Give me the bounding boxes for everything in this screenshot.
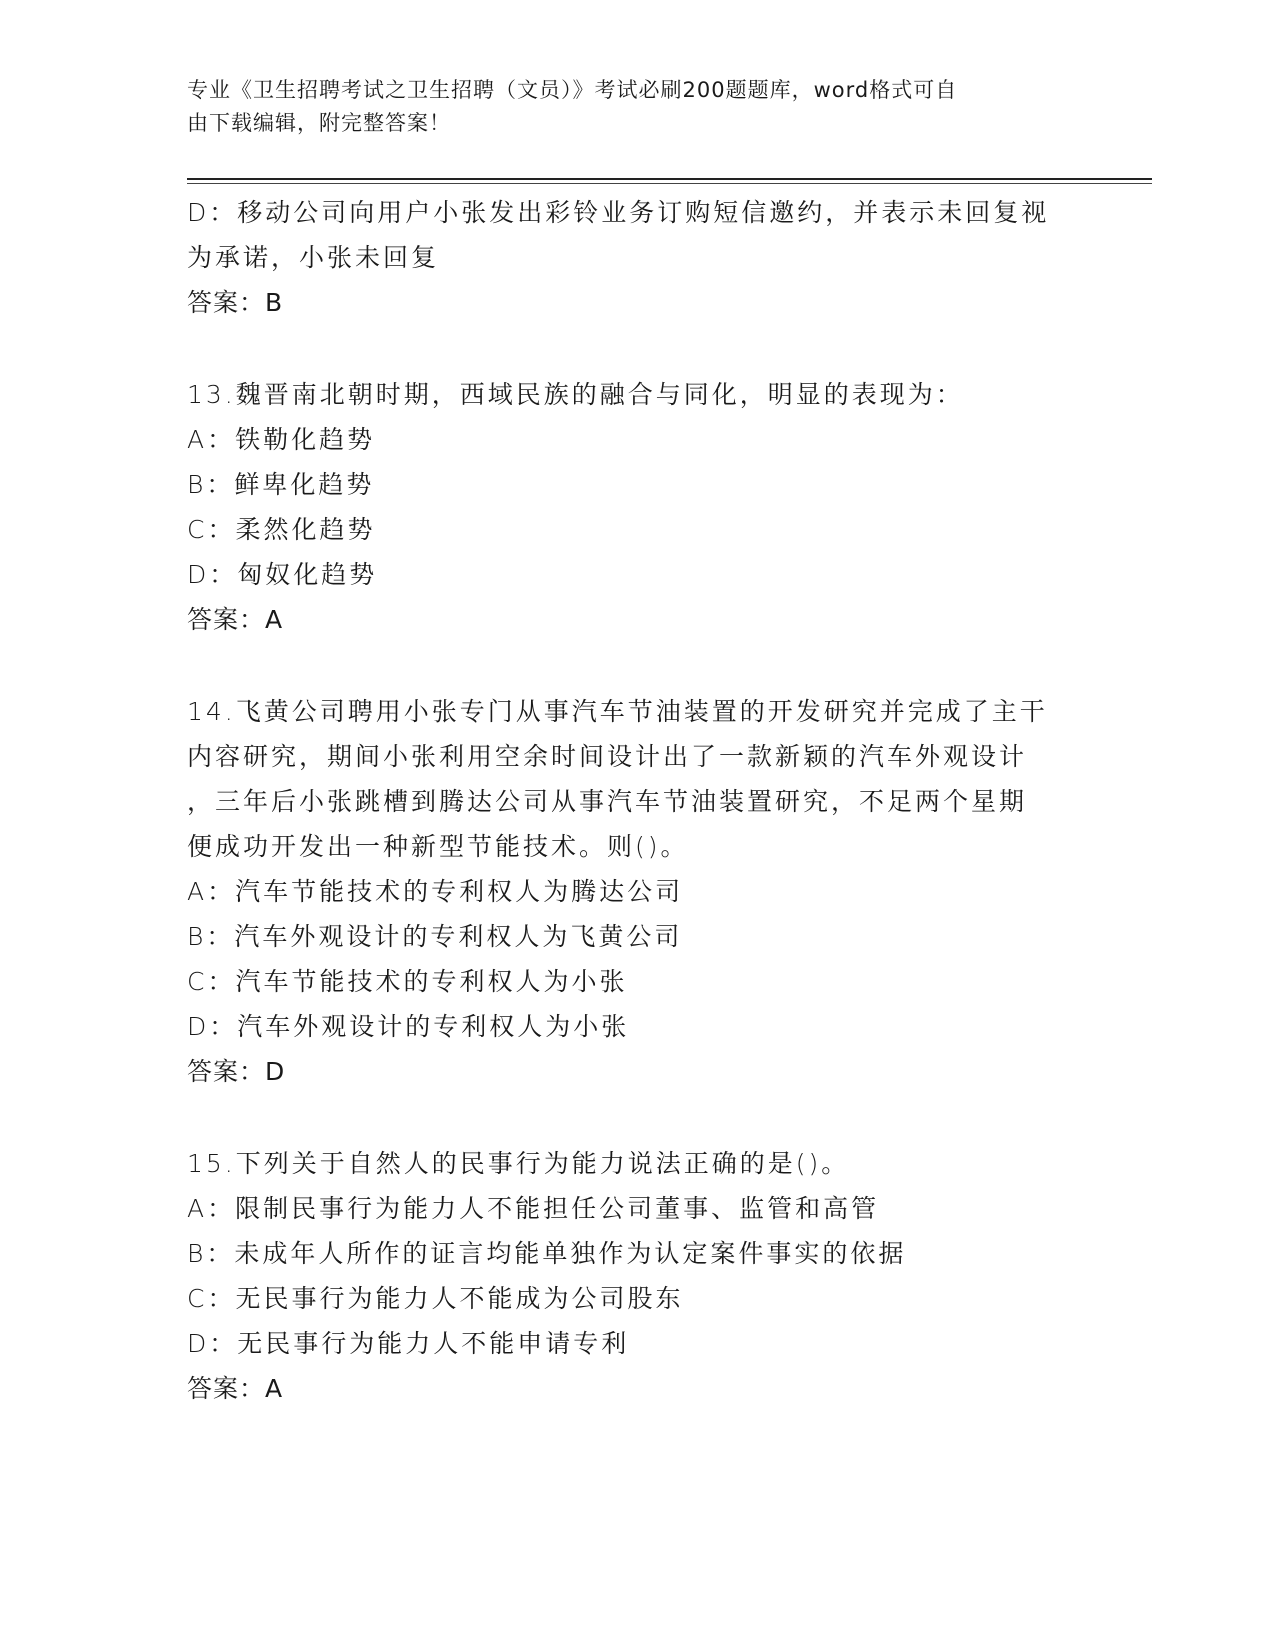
option-b: B：未成年人所作的证言均能单独作为认定案件事实的依据 bbox=[187, 1239, 907, 1268]
option-c: C：柔然化趋势 bbox=[187, 515, 376, 544]
option-c: C：无民事行为能力人不能成为公司股东 bbox=[187, 1284, 684, 1313]
spacer bbox=[187, 325, 1087, 372]
option-d: D：无民事行为能力人不能申请专利 bbox=[187, 1329, 630, 1358]
question-15 bbox=[187, 1141, 1087, 1411]
question-text-line-1: 14.飞黄公司聘用小张专门从事汽车节油装置的开发研究并完成了主干 bbox=[187, 697, 1048, 726]
answer-label: 答案：A bbox=[187, 1374, 284, 1403]
question-text-line-2: 内容研究，期间小张利用空余时间设计出了一款新颖的汽车外观设计 bbox=[187, 742, 1028, 771]
question-14 bbox=[187, 689, 1087, 1094]
option-a: A：汽车节能技术的专利权人为腾达公司 bbox=[187, 877, 684, 906]
question-text: 15.下列关于自然人的民事行为能力说法正确的是()。 bbox=[187, 1149, 850, 1178]
question-text-line-4: 便成功开发出一种新型节能技术。则()。 bbox=[187, 832, 689, 861]
answer-label: 答案：D bbox=[187, 1057, 286, 1086]
header-divider-thick bbox=[187, 178, 1152, 180]
option-d-line-2: 为承诺，小张未回复 bbox=[187, 243, 440, 272]
option-a: A：铁勒化趋势 bbox=[187, 425, 376, 454]
question-text-line-3: ，三年后小张跳槽到腾达公司从事汽车节油装置研究，不足两个星期 bbox=[187, 787, 1028, 816]
header-title-line-1: 专业《卫生招聘考试之卫生招聘（文员）》考试必刷200题题库，word格式可自 bbox=[187, 78, 958, 102]
option-a: A：限制民事行为能力人不能担任公司董事、监管和高管 bbox=[187, 1194, 880, 1223]
option-c: C：汽车节能技术的专利权人为小张 bbox=[187, 967, 628, 996]
spacer bbox=[187, 642, 1087, 689]
question-12-tail bbox=[187, 190, 1087, 325]
question-text: 13.魏晋南北朝时期，西域民族的融合与同化，明显的表现为： bbox=[187, 380, 964, 409]
option-b: B：鲜卑化趋势 bbox=[187, 470, 375, 499]
option-b: B：汽车外观设计的专利权人为飞黄公司 bbox=[187, 922, 683, 951]
option-d: D：匈奴化趋势 bbox=[187, 560, 378, 589]
answer-label: 答案：B bbox=[187, 288, 284, 317]
option-d: D：汽车外观设计的专利权人为小张 bbox=[187, 1012, 630, 1041]
question-13 bbox=[187, 372, 1087, 642]
header-title-line-2: 由下载编辑，附完整答案！ bbox=[187, 111, 451, 135]
option-d-line-1: D：移动公司向用户小张发出彩铃业务订购短信邀约，并表示未回复视 bbox=[187, 198, 1050, 227]
question-list bbox=[187, 190, 1087, 1411]
spacer bbox=[187, 1094, 1087, 1141]
document-header bbox=[187, 74, 1067, 140]
answer-label: 答案：A bbox=[187, 605, 284, 634]
header-divider-thin bbox=[187, 183, 1152, 184]
